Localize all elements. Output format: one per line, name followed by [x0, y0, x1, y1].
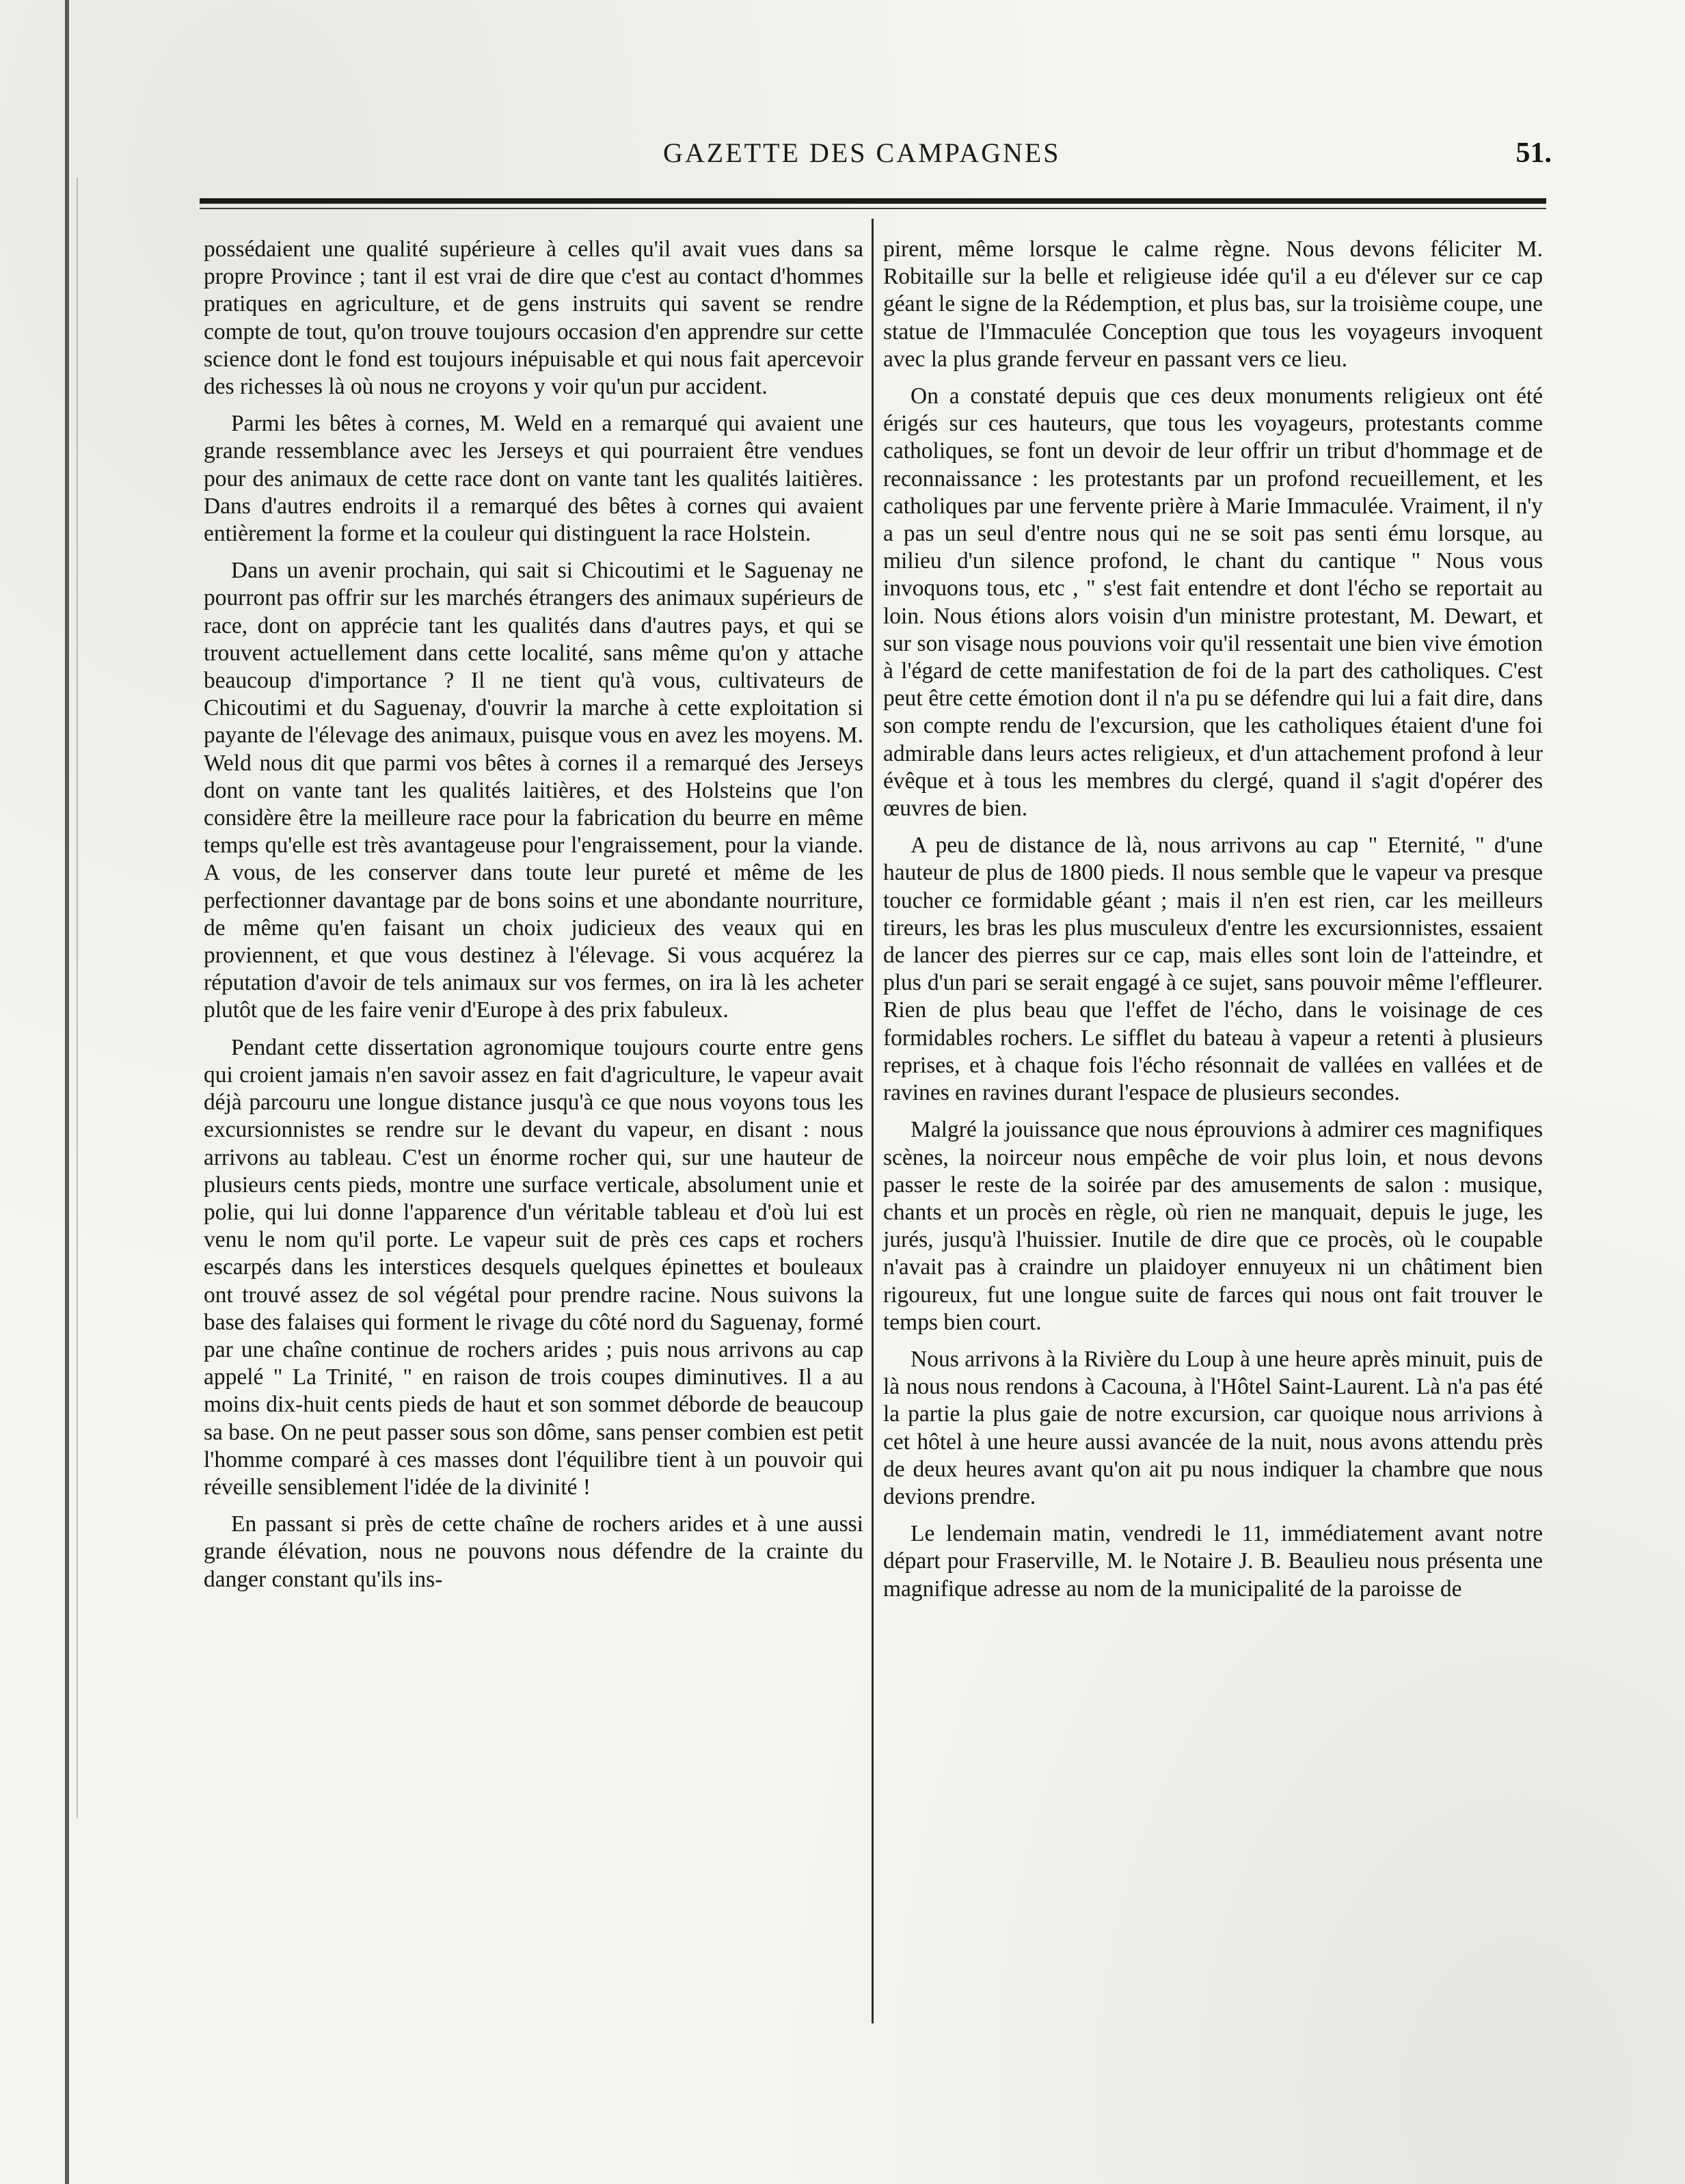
- page-header: [198, 137, 1552, 178]
- binding-edge: [65, 0, 69, 2184]
- paragraph: On a constaté depuis que ces deux monuments religieux ont été érigés sur ces hauteurs, que tous les voyageurs, protestants comme catholiques, se font un devoir de leur offrir un tribut d'hommage et de reconnaissance : les protestants par un profond recueillement, et les catholiques par une fervente prière à Marie Immaculée. Vraiment, il n'y a pas un seul d'entre nous qui ne se soit pas senti ému lorsque, au milieu d'un silence profond, le chant du cantique " Nous vous invoquons tous, etc , " s'est fait entendre et dont l'écho se reportait au loin. Nous étions alors voisin d'un ministre protestant, M. Dewart, et sur son visage nous pouvions voir qu'il ressentait une bien vive émotion à l'égard de cette manifestation de foi de la part des catholiques. C'est peut être cette émotion dont il n'a pu se défendre qui lui a fait dire, dans son compte rendu de l'excursion, que les catholiques étaient d'une foi admirable dans leurs actes religieux, et d'un attachement profond à leur évêque et à tous les membres du clergé, quand il s'agit d'opérer des œuvres de bien.: [883, 383, 1543, 822]
- paragraph: A peu de distance de là, nous arrivons au cap " Eternité, " d'une hauteur de plus de 1800 pieds. Il nous semble que le vapeur va presque toucher ce formidable géant ; mais il n'en est rien, car les meilleurs tireurs, les bras les plus musculeux d'entre les excursionnistes, essaient de lancer des pierres sur ce cap, mais elles sont loin de l'atteindre, et plus d'un pari se serait engagé à ce sujet, sans pouvoir même l'effleurer. Rien de plus beau que l'effet de l'écho, dans le voisinage de ces formidables rochers. Le sifflet du bateau à vapeur a retenti à plusieurs reprises, et à chaque fois l'écho résonnait de vallées en vallées et de ravines en ravines durant l'espace de plusieurs secondes.: [883, 833, 1543, 1106]
- paragraph: Malgré la jouissance que nous éprouvions à admirer ces magnifiques scènes, la noirceur nous empêche de voir plus loin, et nous devons passer le reste de la soirée par des amusements de salon : musique, chants et un procès en règle, où rien ne manquait, depuis le juge, les jurés, jusqu'à l'huissier. Inutile de dire que ce procès, où le coupable n'avait pas à craindre un plaidoyer ennuyeux ni un châtiment bien rigoureux, fut une longue suite de farces qui nous ont fait trouver le temps bien court.: [883, 1117, 1543, 1335]
- left-column: [204, 236, 863, 1603]
- paragraph: possédaient une qualité supérieure à celles qu'il avait vues dans sa propre Province ; tant il est vrai de dire que c'est au contact d'hommes pratiques en agriculture, et de gens instruits qui savent se rendre compte de tout, qu'on trouve toujours occasion d'en apprendre sur cette science dont le fond est toujours inépuisable et qui nous fait apercevoir des richesses là où nous ne croyons y voir qu'un pur accident.: [204, 237, 863, 400]
- paragraph: Pendant cette dissertation agronomique toujours courte entre gens qui croient jamais n'en savoir assez en fait d'agriculture, le vapeur avait déjà parcouru une longue distance jusqu'à ce que nous voyons tous les excursionnistes se rendre sur le devant du vapeur, en disant : nous arrivons au tableau. C'est un énorme rocher qui, sur une hauteur de plusieurs cents pieds, montre une surface verticale, absolument unie et polie, qui lui donne l'apparence d'un véritable tableau et d'où lui est venu le nom qu'il porte. Le vapeur suit de près ces caps et rochers escarpés dans les interstices desquels quelques épinettes et bouleaux ont trouvé assez de sol végétal pour prendre racine. Nous suivons la base des falaises qui forment le rivage du côté nord du Saguenay, formé par une chaîne continue de rochers arides ; puis nous arrivons au cap appelé " La Trinité, " en raison de trois coupes diminutives. Il a au moins dix-huit cents pieds de haut et son sommet déborde de beaucoup sa base. On ne peut passer sous son dôme, sans penser combien est petit l'homme comparé à ces masses dont l'équilibre tient à un pouvoir qui réveille sensiblement l'idée de la divinité !: [204, 1034, 863, 1500]
- binding-shadow: [77, 178, 78, 1818]
- header-rule: [200, 198, 1546, 204]
- page-number: 51.: [1515, 137, 1552, 169]
- paragraph: Parmi les bêtes à cornes, M. Weld en a remarqué qui avaient une grande ressemblance avec les Jerseys et qui pourraient être vendues pour des animaux de cette race dont on vante tant les qualités laitières. Dans d'autres endroits il a remarqué des bêtes à cornes qui avaient entièrement la forme et la couleur qui distinguent la race Holstein.: [204, 411, 863, 547]
- paragraph: En passant si près de cette chaîne de rochers arides et à une aussi grande élévation, nous ne pouvons nous défendre de la crainte du danger constant qu'ils ins-: [204, 1511, 863, 1592]
- column-divider: [872, 219, 874, 2023]
- header-rule-thin: [200, 208, 1546, 209]
- paragraph: Dans un avenir prochain, qui sait si Chicoutimi et le Saguenay ne pourront pas offrir sur les marchés étrangers des animaux supérieurs de race, dont on apprécie tant les qualités dans d'autres pays, et qui se trouvent actuellement dans cette localité, sans même qu'on y attache beaucoup d'importance ? Il ne tient qu'à vous, cultivateurs de Chicoutimi et du Saguenay, d'ouvrir la marche à cette exploitation si payante de l'élevage des animaux, puisque vous en avez les moyens. M. Weld nous dit que parmi vos bêtes à cornes il a remarqué des Jerseys dont on vante tant les qualités laitières, et des Holsteins que l'on considère être la meilleure race pour la fabrication du beurre en même temps qu'elle est très avantageuse pour l'engraissement, pour la viande. A vous, de les conserver dans toute leur pureté et même de les perfectionner davantage par de bons soins et une abondante nourriture, de même qu'en faisant un choix judicieux des veaux qui en proviennent, et que vous destinez à l'élevage. Si vous acquérez la réputation d'avoir de tels animaux sur vos fermes, on ira là les acheter plutôt que de les faire venir d'Europe à des prix fabuleux.: [204, 558, 863, 1023]
- paragraph: Le lendemain matin, vendredi le 11, immédiatement avant notre départ pour Fraserville, M. le Notaire J. B. Beaulieu nous présenta une magnifique adresse au nom de la municipalité de la paroisse de: [883, 1521, 1543, 1602]
- running-title: GAZETTE DES CAMPAGNES: [663, 137, 1061, 168]
- right-column: [883, 236, 1543, 1613]
- paragraph: Nous arrivons à la Rivière du Loup à une heure après minuit, puis de là nous nous rendons à Cacouna, à l'Hôtel Saint-Laurent. Là n'a pas été la partie la plus gaie de notre excursion, car quoique nous arrivions à cet hôtel à une heure aussi avancée de la nuit, nous avons attendu près de deux heures avant qu'on ait pu nous indiquer la chambre que nous devions prendre.: [883, 1346, 1543, 1509]
- paragraph: pirent, même lorsque le calme règne. Nous devons féliciter M. Robitaille sur la belle et religieuse idée qu'il a eu d'élever sur ce cap géant le signe de la Rédemption, et plus bas, sur la troisième coupe, une statue de l'Immaculée Conception que tous les voyageurs invoquent avec la plus grande ferveur en passant vers ce lieu.: [883, 237, 1543, 372]
